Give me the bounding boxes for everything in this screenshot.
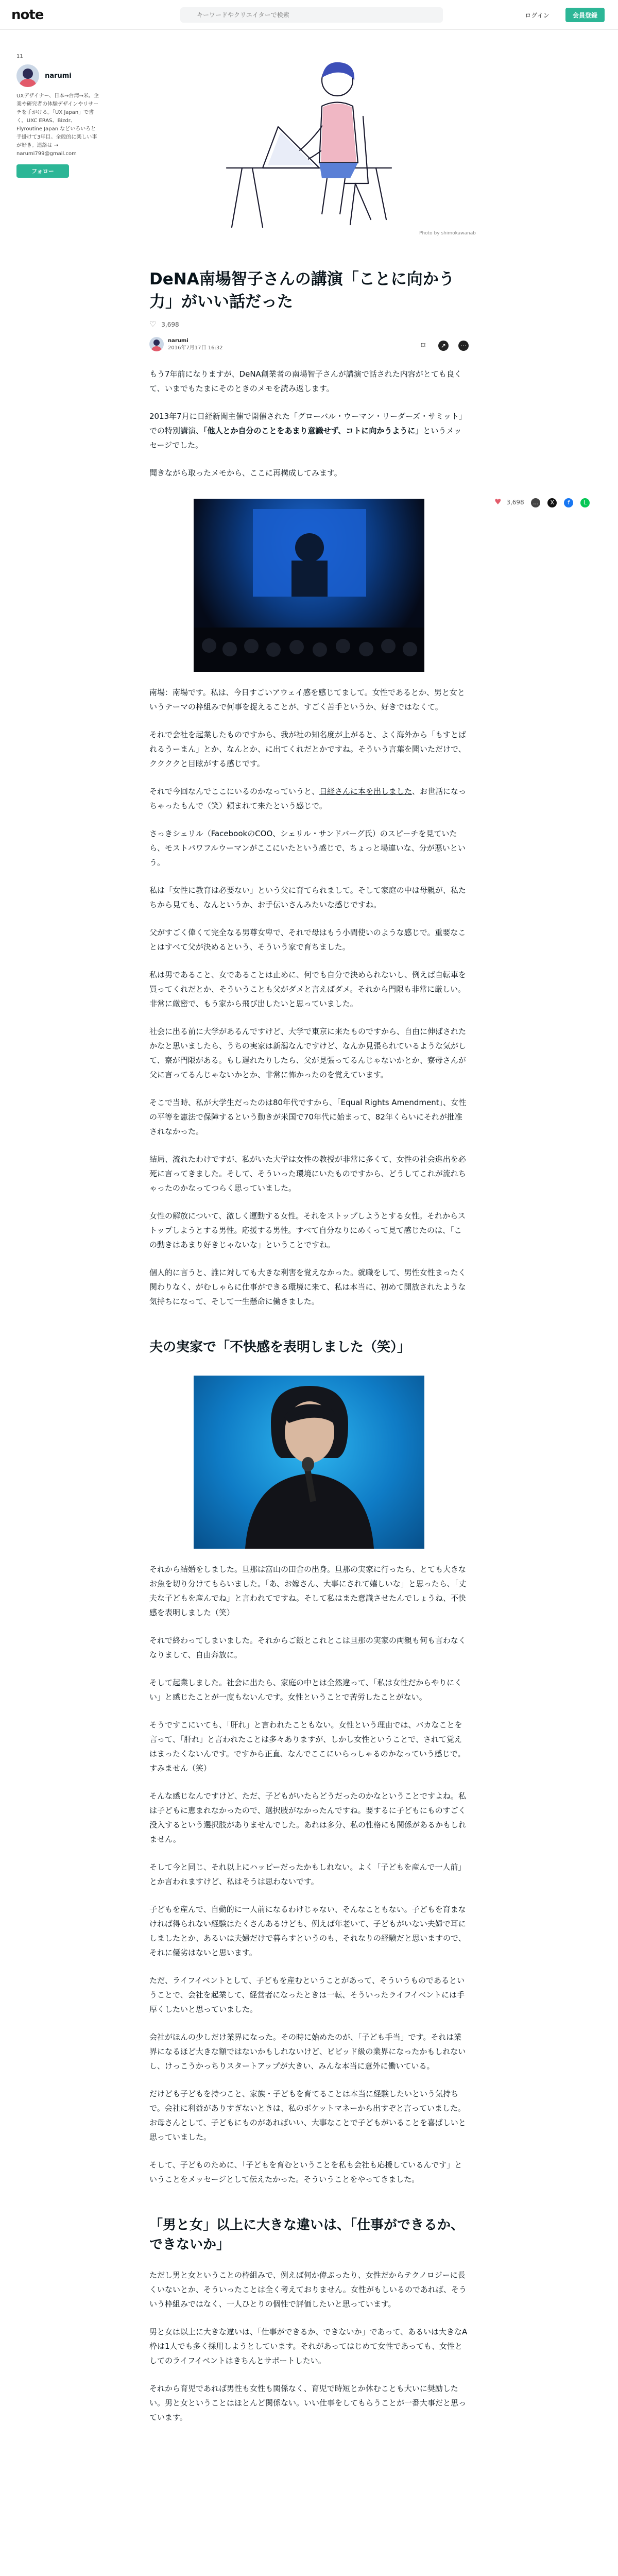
paragraph: 社会に出る前に大学があるんですけど、大学で東京に来たものですから、自由に伸ばされたかなと思いましたら、うちの実家は新潟なんですけど、なんか見張られているような気がして、寮が門限がある。もし遅れたりしたら、父が見張ってるんじゃないかとか、寮母さんが父に言ってるんじゃないかとか、非常に怖かったのを覚えています。 <box>149 1027 467 1079</box>
lecture-stage-graphic <box>194 499 424 672</box>
author-avatar[interactable] <box>149 337 164 351</box>
creator-profile <box>16 54 99 178</box>
author-meta <box>168 337 223 352</box>
paragraph: 私は男であること、女であることは止めに、何でも自分で決められないし、例えば自転車を買ってくれだとか、そういうことも父がダメと言えばダメ。それから門限も非常に厳しい。非常に厳密で、もう家から飛び出したいと思っていました。 <box>149 970 467 1008</box>
paragraph: だけども子どもを持つこと、家族・子どもを育てることは本当に経験したいという気持ちで。会社に利益がありすぎないときは、私のポケットマネーから出すぞと言っていました。お母さんとして、子どもにものがあればいい、大事なことで子どもがいることを喜ばしいと思っていました。 <box>149 2089 466 2142</box>
article-body <box>149 367 469 2425</box>
facebook-share-icon[interactable]: f <box>564 498 573 507</box>
signup-button[interactable]: 会員登録 <box>565 8 605 22</box>
paragraph: 2013年7月に日経新聞主催で開催された「グローバル・ウーマン・リーダーズ・サミット」での特別講演、「他人とか自分のことをあまり意識せず、コトに向かうように」というメッセージでした。 <box>149 412 467 450</box>
paragraph: 結局、流れたわけですが、私がいた大学は女性の教授が非常に多くて、女性の社会進出を必死に言ってきました。そして、そういった環境にいたものですから、どうしてこれが流れちゃったのかなってつらく思っていました。 <box>149 1155 466 1193</box>
note-logo[interactable]: note <box>11 7 44 23</box>
paragraph: 個人的に言うと、誰に対しても大きな利害を覚えなかった。就職をして、男性女性まったく関わりなく、がむしゃらに仕事ができる環境に来て、私は本当に、初めて開放されたような気持ちになって、そして一生懸命に働きました。 <box>149 1268 466 1306</box>
paragraph: それで会社を起業したものですから、我が社の知名度が上がると、よく海外から「もすとばれるうーまん」とか、なんとか、に出てくれだとかですね。そういう言葉を聞いただけで、ククククと目眩がする感じです。 <box>149 730 467 768</box>
creator-avatar[interactable] <box>16 64 39 87</box>
paragraph: 会社がほんの少しだけ業界になった。その時に始めたのが、「子ども手当」です。それは業界になるほど大きな額ではないかもしれないけど、ビビッド級の業界になったかもしれないし、けっこうかっちりスタートアップが大きい、みんな本当に意外に働いている。 <box>149 2032 466 2071</box>
article <box>149 268 469 2425</box>
photo-credit: Photo by shimokawanab <box>419 231 476 236</box>
bookmark-icon[interactable]: ⌑ <box>421 340 425 350</box>
paragraph: それから育児であれば男性も女性も関係なく、育児で時短とか休むことも大いに奨励したい。男と女ということはほとんど関係ない。いい仕事をしてもらうことが一番大事だと思っています。 <box>149 2384 467 2422</box>
x-share-icon[interactable]: X <box>547 498 557 507</box>
search-input[interactable] <box>180 7 443 23</box>
share-icon[interactable]: ↗ <box>438 341 449 351</box>
paragraph: ただ、ライフイベントとして、子どもを産むということがあって、そういうものであるということで、会社を起業して、経営者になったときは一転、そういったライフイベントには手厚くしたいと思っていました。 <box>149 1976 465 2014</box>
like-heart-icon[interactable]: ♡ <box>149 319 157 329</box>
paragraph: それから結婚をしました。旦那は富山の田舎の出身。旦那の実家に行ったら、とても大きなお魚を切り分けてもらいました。「あ、お嫁さん、大事にされて嬉しいな」と思ったら、「丈夫な子どもを産んでね」と言われてですね。そして私はまた意識させたんでしょうね、不快感を表明しました（笑） <box>149 1565 467 1617</box>
paragraph: ただし男と女ということの枠組みで、例えば何か偉ぶったり、女性だからテクノロジーに長くいないとか、そういったことは全く考えておりません。女性がもしいるのであれば、そういう枠組みではなく、一人ひとりの個性で評価したいと思っています。 <box>149 2270 467 2309</box>
paragraph: それで終わってしまいました。それからご飯とこれとこは旦那の実家の両親も何も言わなくなりまして、自由奔放に。 <box>149 1636 466 1659</box>
login-button[interactable]: ログイン <box>516 8 558 22</box>
paragraph: それで今回なんでここにいるのかなっていうと、日経さんに本を出しました、お世話になっちゃったもんで（笑）頼まれて来たという感じで。 <box>149 787 467 810</box>
paragraph: そこで当時、私が大学生だったのは80年代ですから、「Equal Rights Amendment」、女性の平等を憲法で保障するという動きが米国で70年代に始まって、82年くらいにそれが批准されなかった。 <box>149 1098 467 1136</box>
section-heading: 「男と女」以上に大きな違いは、「仕事ができるか、できないか」 <box>149 2217 465 2252</box>
paragraph: 私は「女性に教育は必要ない」という父に育てられまして。そして家庭の中は母親が、私たちから見ても、なんというか、お手伝いさんみたいな感じですね。 <box>149 886 466 909</box>
paragraph: 父がすごく偉くて完全なる男尊女卑で、それで母はもう小間使いのような感じで。重要なことはすべて父が決めるという、そういう家で育ちました。 <box>149 928 466 952</box>
paragraph: 聞きながら取ったメモから、ここに再構成してみます。 <box>149 468 342 478</box>
top-navigation-bar <box>0 0 618 30</box>
paragraph: そして、子どものために、「子どもを育むということを私も会社も応援しているんです」ということをメッセージとして伝えたかった。そういうことをやってきました。 <box>149 2160 462 2184</box>
floating-share-bar <box>494 497 590 510</box>
hero-illustration <box>216 49 402 230</box>
creator-badge-count: 11 <box>16 54 23 59</box>
publish-date: 2016年7月17日 16:32 <box>168 345 223 351</box>
paragraph: そして起業しました。社会に出たら、家庭の中とは全然違って、「私は女性だからやりにくい」と感じたことが一度もないんです。女性ということで苦労したことがない。 <box>149 1678 462 1702</box>
more-menu-icon[interactable]: ⋯ <box>458 341 469 351</box>
lecture-stage-photo <box>194 499 424 672</box>
creator-bio: UXデザイナー、日本→台湾→米。企業や研究者の体験デザインやリサーチを手がける。「UX Japan」で書く。UXC ERAS、Bizdr、Flyroutine Japan などいろいろと手掛けて3年目。全般的に楽しい事が好き。連絡は → narumi799@gmail.com <box>16 93 99 157</box>
author-name[interactable]: narumi <box>168 338 188 344</box>
paragraph: 子どもを産んで、自動的に一人前になるわけじゃない、そんなこともない。子どもを育まなければ得られない経験はたくさんあるけども、例えば年老いて、子どもがいない夫婦で耳にしましたとか、あるいは夫婦だけで暮らすというのも、それなりの経験だと思いますので、それに優劣はないと思います。 <box>149 1905 466 1957</box>
article-title: DeNA南場智子さんの講演「ことに向かう力」がいい話だった <box>149 270 455 311</box>
paragraph: 男と女は以上に大きな違いは、「仕事ができるか、できないか」であって、あるいは大きなA枠は1人でも多く採用しようとしています。それがあってはじめて女性であっても、女性としてのライフイベントはきちんとサポートしたい。 <box>149 2327 468 2365</box>
section-heading: 夫の実家で「不快感を表明しました（笑）」 <box>149 1340 411 1355</box>
speaker-portrait-graphic <box>194 1376 424 1549</box>
creator-name[interactable]: narumi <box>45 72 72 80</box>
like-count: 3,698 <box>506 499 524 506</box>
line-share-icon[interactable]: L <box>580 498 590 507</box>
article-like-count: 3,698 <box>161 321 179 328</box>
paragraph: そして今と同じ、それ以上にハッピーだったかもしれない。よく「子どもを産んで一人前」とか言われますけど、私はそうは思わないです。 <box>149 1862 466 1886</box>
paragraph: 女性の解放について、激しく運動する女性。それをストップしようとする女性。それからストップしようとする男性。応援する男性。すべて自分なりにめくって見て感じたのは、「この動きはあまり好きじゃないな」ということですね。 <box>149 1211 466 1249</box>
share-icons <box>411 340 469 351</box>
like-heart-icon[interactable]: ♥ <box>494 497 502 506</box>
paragraph: そんな感じなんですけど、ただ、子どもがいたらどうだったのかなということですよね。私は子どもに恵まれなかったので、選択肢がなかったんですね。要するに子どもにものすごく没入するという選択肢がありませんでした。あれは多分、私の性格にも関係があるかもしれません。 <box>149 1791 467 1844</box>
paragraph: そうですこにいても、「肝れ」と言われたこともない。女性という理由では、バカなことを言って、「肝れ」と言われたことは多々ありますが、しかし女性ということで、されて覚えはまったくないんです。ですから正直、なんでここにいらっしゃるのかなっていう感じで。すみません（笑） <box>149 1720 466 1773</box>
paragraph: もう7年前になりますが、DeNA創業者の南場智子さんが講演で話された内容がとても良くて、いまでもたまにそのときのメモを読み返します。 <box>149 369 462 393</box>
comment-icon[interactable]: … <box>531 498 540 507</box>
speaker-portrait-photo <box>194 1376 424 1549</box>
author-row <box>149 337 469 353</box>
paragraph: 南場：南場です。私は、今日すごいアウェイ感を感じてまして。女性であるとか、男と女というテーマの枠組みで何事を捉えることが、すごく苦手というか、好きではなくて。 <box>149 688 465 711</box>
paragraph: さっきシェリル（FacebookのCOO、シェリル・サンドバーグ氏）のスピーチを見ていたら、モストパワフルウーマンがここにいたという感じで、ちょっと場違いな、分が悪いという。 <box>149 829 466 867</box>
book-link[interactable]: 日経さんに本を出しました <box>319 787 413 796</box>
follow-button[interactable]: フォロー <box>16 164 69 178</box>
article-like-row <box>149 319 469 330</box>
